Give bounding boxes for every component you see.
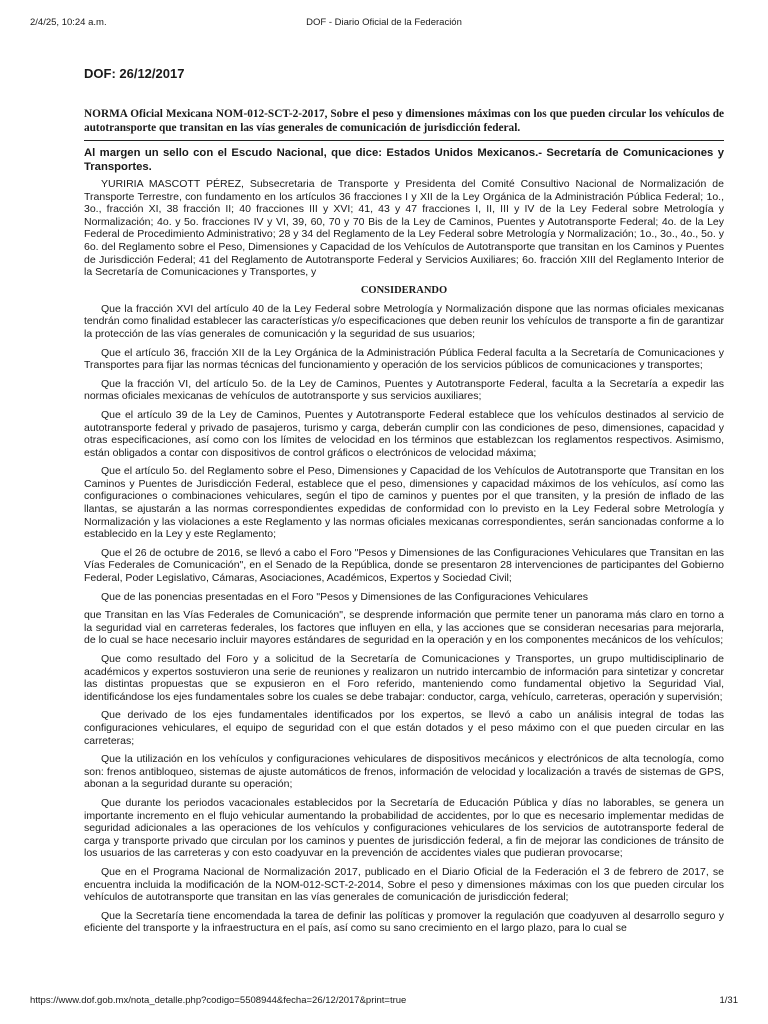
- considerando-paragraph-7-continued: que Transitan en las Vías Federales de Comunicación", se desprende información que permite tener un panorama más claro en torno a la seguridad vial en carreteras federales, los factores que influyen en ella, y las acciones que se consideran necesarias para mejorarla, de lo cual se hace necesario incluir mayores estándares de seguridad en la operación y en los componentes mecánicos de los vehículos;: [84, 609, 724, 647]
- title-divider: [84, 140, 724, 141]
- print-url: https://www.dof.gob.mx/nota_detalle.php?codigo=5508944&fecha=26/12/2017&print=true: [30, 995, 407, 1006]
- document-content: [84, 66, 724, 941]
- norma-title: NORMA Oficial Mexicana NOM-012-SCT-2-2017, Sobre el peso y dimensiones máximas con los que pueden circular los vehículos de autotransporte que transitan en las vías generales de comunicación de jurisdicción federal.: [84, 108, 724, 134]
- considerando-paragraph-3: Que la fracción VI, del artículo 5o. de la Ley de Caminos, Puentes y Autotransporte Federal, faculta a la Secretaría a expedir las normas oficiales mexicanas de vehículos de autotransporte y sus servicios auxiliares;: [84, 377, 724, 403]
- considerando-paragraph-7: Que de las ponencias presentadas en el Foro "Pesos y Dimensiones de las Configuraciones Vehiculares: [101, 590, 589, 603]
- considerando-paragraph-11: Que durante los periodos vacacionales establecidos por la Secretaría de Educación Pública y días no laborables, se genera un importante incremento en el flujo vehicular aumentando la probabilidad de accidentes, por lo que es necesario implementar medidas de seguridad adicionales a las operaciones de los vehículos y configuraciones vehiculares de los servicios de autotransporte federal de carga y transporte privado que circulan por los caminos y puentes de jurisdicción federal, a fin de mejorar las condiciones de tránsito de los usuarios de las carreteras y con esto coadyuvar en la prevención de accidentes viales que pudieran provocarse;: [84, 796, 724, 860]
- considerando-paragraph-10: Que la utilización en los vehículos y configuraciones vehiculares de dispositivos mecánicos y electrónicos de alta tecnología, como son: frenos antibloqueo, sistemas de ajuste automáticos de frenos, información de velocidad y localización a través de sistemas de GPS, abonan a la seguridad durante su operación;: [84, 753, 724, 791]
- considerando-paragraph-1: Que la fracción XVI del artículo 40 de la Ley Federal sobre Metrología y Normalización dispone que las normas oficiales mexicanas tendrán como finalidad establecer las características y/o especificaciones que deben reunir los vehículos de transporte a fin de garantizar la protección de las vías generales de comunicación y la seguridad de sus usuarios;: [84, 302, 724, 340]
- page-number: 1/31: [719, 995, 738, 1006]
- section-heading: CONSIDERANDO: [360, 284, 448, 296]
- margin-note: Al margen un sello con el Escudo Nacional, que dice: Estados Unidos Mexicanos.- Secretaría de Comunicaciones y Transportes.: [84, 147, 724, 173]
- print-footer: [0, 995, 768, 1015]
- considerando-paragraph-8: Que como resultado del Foro y a solicitud de la Secretaría de Comunicaciones y Transportes, un grupo multidisciplinario de académicos y expertos sostuvieron una serie de reuniones y realizaron un nutrido intercambio de información para sintetizar y concretar las distintas propuestas que se expusieron en el Foro referido, manteniendo como fundamental objetivo la Seguridad Vial, identificándose los ejes fundamentales sobre los cuales se debe trabajar: conductor, carga, vehículo, carreteras, operación y supervisión;: [84, 653, 724, 703]
- print-timestamp: 2/4/25, 10:24 a.m.: [30, 17, 107, 28]
- dof-date: DOF: 26/12/2017: [84, 66, 185, 81]
- considerando-paragraph-13: Que la Secretaría tiene encomendada la tarea de definir las políticas y promover la regulación que coadyuven al desarrollo seguro y eficiente del transporte y la infraestructura en el país, así como su sano crecimiento en el largo plazo, para lo cual se: [84, 909, 724, 935]
- considerando-paragraph-4: Que el artículo 39 de la Ley de Caminos, Puentes y Autotransporte Federal establece que los vehículos destinados al servicio de autotransporte federal y privado de pasajeros, turismo y carga, deberán cumplir con las condiciones de peso, dimensiones, capacidad y otras especificaciones, así como con los límites de velocidad en los términos que establezcan los reglamentos respectivos. Asimismo, están obligados a contar con dispositivos de control gráficos o electrónicos de velocidad máxima;: [84, 408, 724, 459]
- considerando-paragraph-12: Que en el Programa Nacional de Normalización 2017, publicado en el Diario Oficial de la Federación el 3 de febrero de 2017, se encuentra incluida la modificación de la NOM-012-SCT-2-2014, Sobre el peso y dimensiones máximas con los que pueden circular los vehículos de autotransporte que transitan en las vías generales de comunicación de jurisdicción federal;: [84, 865, 724, 904]
- considerando-paragraph-6: Que el 26 de octubre de 2016, se llevó a cabo el Foro "Pesos y Dimensiones de las Configuraciones Vehiculares que Transitan en las Vías Federales de Comunicación", en el Senado de la República, donde se presentaron 28 intervenciones de participantes del Gobierno Federal, Poder Legislativo, Cámaras, Asociaciones, Académicos, Expertos y Sociedad Civil;: [84, 546, 724, 585]
- print-header: [0, 0, 768, 32]
- intro-paragraph: YURIRIA MASCOTT PÉREZ, Subsecretaria de Transporte y Presidenta del Comité Consultivo Nacional de Normalización de Transporte Terrestre, con fundamento en los artículos 36 fracciones I y XII de la Ley Orgánica de la Administración Pública Federal; 1o., 3o., fracción XI, 38 fracción II; 40 fracciones III y XVI; 41, 43 y 47 fracciones I, II, III y IV de la Ley Federal sobre Metrología y Normalización; 4o. y 5o. fracciones IV y VI, 39, 60, 70 y 70 Bis de la Ley de Caminos, Puentes y Autotransporte Federal; 4o. de la Ley Federal de Procedimiento Administrativo; 28 y 34 del Reglamento de la Ley Federal sobre Metrología y Normalización; 1o., 3o., 4o., 5o. y 6o. del Reglamento sobre el Peso, Dimensiones y Capacidad de los Vehículos de Autotransporte que transitan en los Caminos y Puentes de Jurisdicción Federal; 41 del Reglamento de Autotransporte Federal y Servicios Auxiliares; 6o. fracción XIII del Reglamento Interior de la Secretaría de Comunicaciones y Transportes, y: [84, 178, 724, 279]
- considerando-paragraph-2: Que el artículo 36, fracción XII de la Ley Orgánica de la Administración Pública Federal faculta a la Secretaría de Comunicaciones y Transportes para fijar las normas técnicas del funcionamiento y operación de los servicios públicos de comunicaciones y transportes;: [84, 346, 724, 372]
- print-page-title: DOF - Diario Oficial de la Federación: [306, 17, 462, 28]
- considerando-paragraph-5: Que el artículo 5o. del Reglamento sobre el Peso, Dimensiones y Capacidad de los Vehículos de Autotransporte que Transitan en los Caminos y Puentes de Jurisdicción Federal, establece que el peso, dimensiones y capacidad máximos de los vehículos, así como las configuraciones o combinaciones vehiculares, según el tipo de caminos y puentes por el que transiten, y la presión de inflado de las llantas, se ajustarán a las normas correspondientes expedidas de conformidad con lo previsto en la Ley Federal sobre Metrología y Normalización y las violaciones a este Reglamento y las normas oficiales mexicanas correspondientes, serán sancionadas conforme a lo establecido en la Ley y este Reglamento;: [84, 465, 724, 541]
- considerando-paragraph-9: Que derivado de los ejes fundamentales identificados por los expertos, se llevó a cabo un análisis integral de todas las configuraciones vehiculares, el equipo de seguridad con el que están dotados y el peso máximo con el que pueden circular en las carreteras;: [84, 709, 724, 747]
